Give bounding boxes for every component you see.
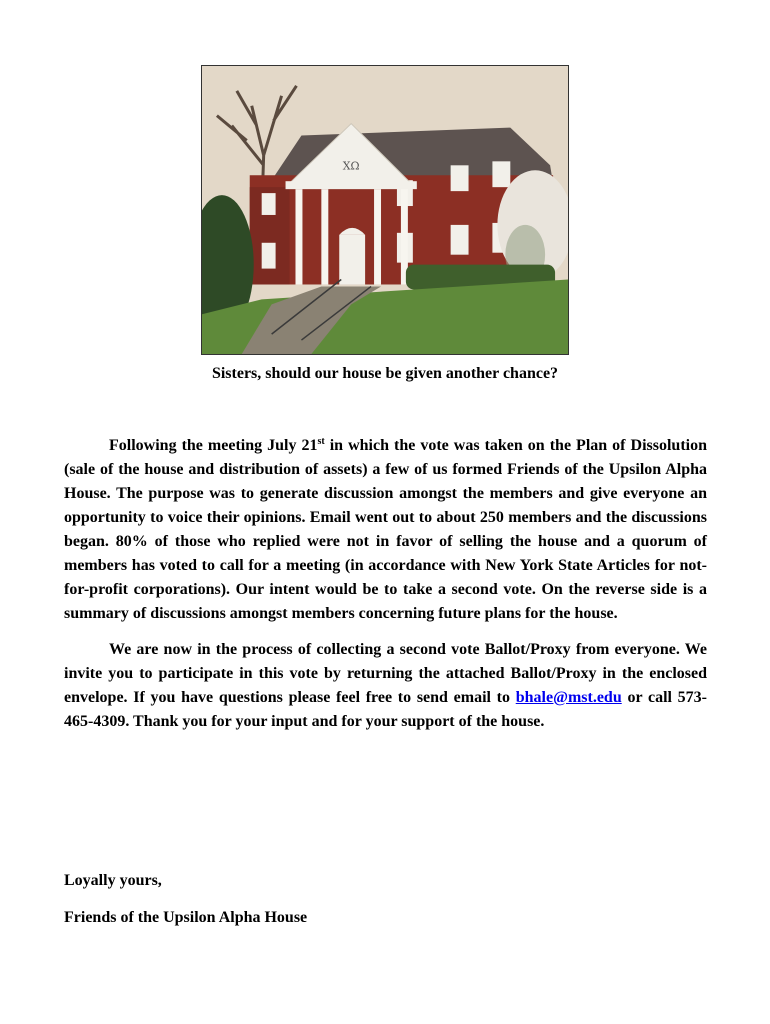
paragraph-intro-rest: in which the vote was taken on the Plan of Dissolution (sale of the house and distribution of assets) a few of us formed Friends of the Upsilon Alpha House. The purpose was to generate discussion amongst the members and give everyone an opportunity to voice their opinions. Email went out to about 250 members and the discussions began. 80% of those who replied were not in favor of selling the house and a quorum of members has voted to call for a meeting (in accordance with New York State Articles for not-for-profit corporations). Our intent would be to take a second vote. On the reverse side is a summary of discussions amongst members concerning future plans for the house. <box>64 437 707 622</box>
house-photo <box>201 65 569 355</box>
pediment-letters: ΧΩ <box>342 159 360 173</box>
date-ordinal-suffix: st <box>317 436 325 447</box>
paragraph-vote-request-start: We are now in the process of collecting a second vote Ballot/Proxy from everyone. We invite you to participate in this vote by returning the attached Ballot/Proxy in the enclosed envelope. If you have questions please feel free to send email to <box>64 641 707 706</box>
closing-line: Loyally yours, <box>64 872 162 889</box>
photo-caption: Sisters, should our house be given another chance? <box>211 365 559 382</box>
paragraph-intro <box>64 434 707 626</box>
house-illustration <box>202 66 568 354</box>
email-link[interactable]: bhale@mst.edu <box>515 689 622 706</box>
letter-body <box>64 434 707 746</box>
signature-line: Friends of the Upsilon Alpha House <box>64 909 308 926</box>
front-door <box>339 235 365 285</box>
paragraph-vote-request <box>64 638 707 734</box>
paragraph-intro-start: Following the meeting July 21 <box>109 437 318 454</box>
paragraph-vote-request-rest: or call 573-465-4309. Thank you for your input and for your support of the house. <box>64 689 707 730</box>
